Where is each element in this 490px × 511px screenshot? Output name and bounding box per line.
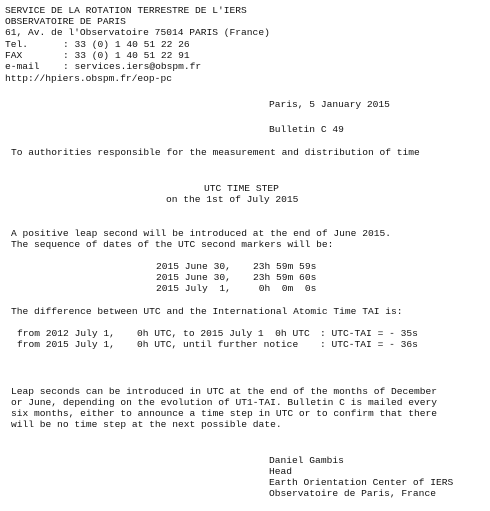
website-url: http://hpiers.obspm.fr/eop-pc (5, 73, 172, 84)
title-line2: on the 1st of July 2015 (166, 194, 299, 205)
org-name-line1: SERVICE DE LA ROTATION TERRESTRE DE L'IERS (5, 5, 247, 16)
signature-role: Head (269, 466, 293, 477)
closing-line3: six months, either to announce a time step in UTC or to confirm that there (11, 408, 438, 419)
dateline: Paris, 5 January 2015 (269, 99, 390, 110)
tel-value: : 33 (0) 1 40 51 22 26 (63, 39, 190, 50)
tel-label: Tel. (5, 39, 29, 50)
difference-value: : UTC-TAI = - 36s (320, 339, 418, 350)
difference-span: 0h UTC, until further notice (137, 339, 299, 350)
closing-line1: Leap seconds can be introduced in UTC at the end of the months of December (11, 386, 438, 397)
difference-span: 0h UTC, to 2015 July 1 0h UTC (137, 328, 310, 339)
email-label: e-mail (5, 61, 40, 72)
marker-time: 0h 0m 0s (253, 283, 317, 294)
intro-line1: A positive leap second will be introduced at the end of June 2015. (11, 228, 391, 239)
marker-date: 2015 June 30, (156, 272, 231, 283)
difference-from: from 2015 July 1, (17, 339, 115, 350)
org-address: 61, Av. de l'Observatoire 75014 PARIS (France) (5, 27, 270, 38)
difference-value: : UTC-TAI = - 35s (320, 328, 418, 339)
closing-line2: or June, depending on the evolution of UT1-TAI. Bulletin C is mailed every (11, 397, 438, 408)
marker-date: 2015 July 1, (156, 283, 231, 294)
marker-time: 23h 59m 59s (253, 261, 317, 272)
intro-line2: The sequence of dates of the UTC second markers will be: (11, 239, 334, 250)
email-value: : services.iers@obspm.fr (63, 61, 202, 72)
difference-heading: The difference between UTC and the International Atomic Time TAI is: (11, 306, 403, 317)
difference-from: from 2012 July 1, (17, 328, 115, 339)
addressee: To authorities responsible for the measurement and distribution of time (11, 147, 420, 158)
signature-place: Observatoire de Paris, France (269, 488, 436, 499)
fax-label: FAX (5, 50, 23, 61)
title-line1: UTC TIME STEP (204, 183, 279, 194)
bulletin-number: Bulletin C 49 (269, 124, 344, 135)
org-name-line2: OBSERVATOIRE DE PARIS (5, 16, 126, 27)
marker-date: 2015 June 30, (156, 261, 231, 272)
marker-time: 23h 59m 60s (253, 272, 317, 283)
signature-name: Daniel Gambis (269, 455, 344, 466)
closing-line4: will be no time step at the next possible date. (11, 419, 282, 430)
fax-value: : 33 (0) 1 40 51 22 91 (63, 50, 190, 61)
signature-org: Earth Orientation Center of IERS (269, 477, 454, 488)
